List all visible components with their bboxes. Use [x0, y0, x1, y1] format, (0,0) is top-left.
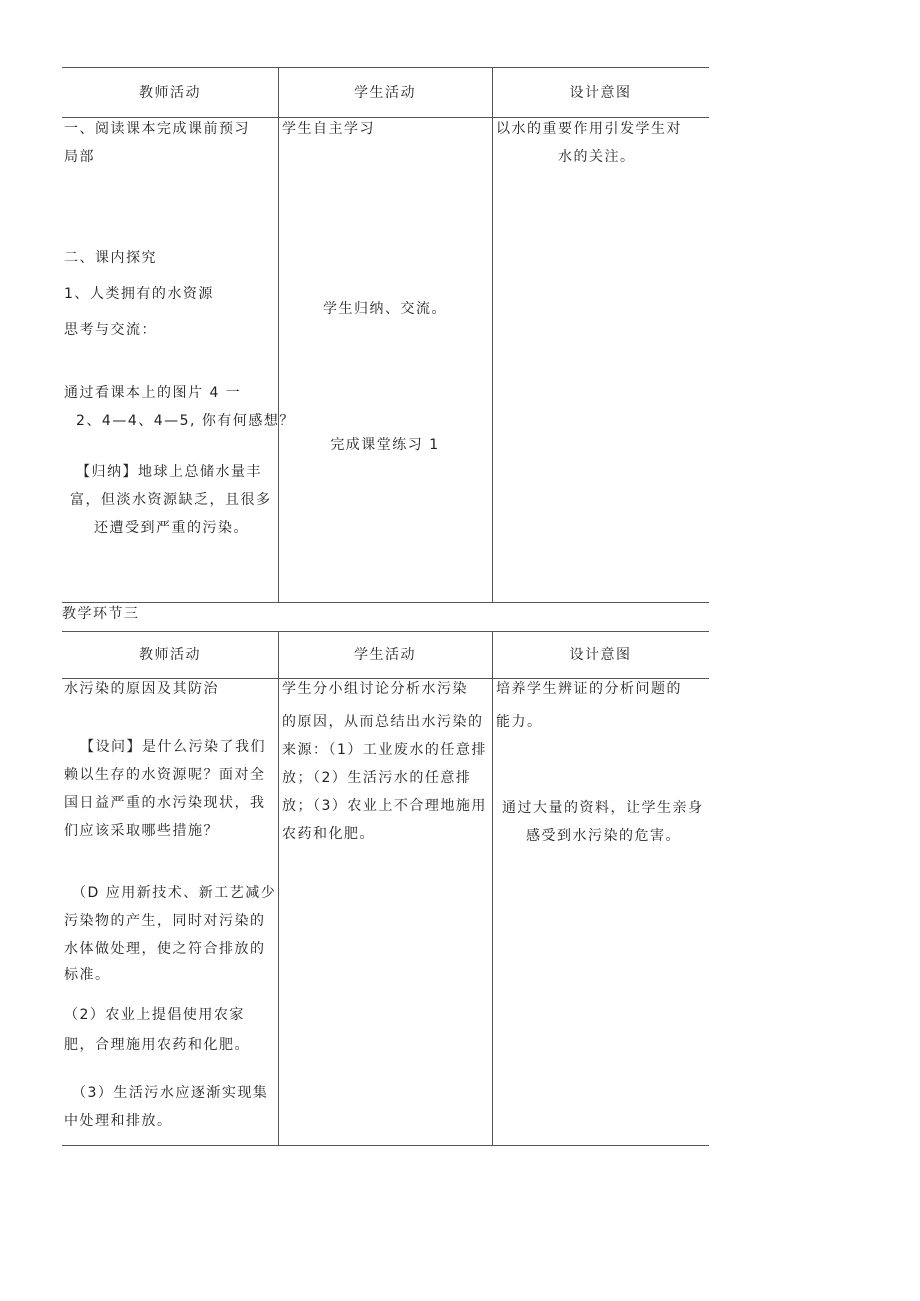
table2-teacher-line: 肥，合理施用农药和化肥。 — [64, 1037, 250, 1053]
table1-student-line: 学生自主学习 — [282, 121, 375, 137]
table1-teacher-line: 一、阅读课本完成课前预习 — [64, 121, 250, 137]
table1-top-border — [62, 67, 709, 68]
section-label: 教学环节三 — [62, 606, 140, 622]
table2-student-line: 学生分小组讨论分析水污染 — [282, 681, 468, 697]
table2-teacher-line: 水体做处理，使之符合排放的 — [64, 941, 266, 957]
table1-teacher-line: 还遭受到严重的污染。 — [94, 520, 249, 536]
table2-teacher-line: 赖以生存的水资源呢？面对全 — [64, 767, 266, 783]
table1-header-divider — [62, 117, 709, 118]
table2-header-student: 学生活动 — [354, 647, 416, 663]
table1-teacher-line: 2、4—4、4—5, 你有何感想？ — [76, 413, 295, 429]
table2-student-line: 放；（2）生活污水的任意排 — [282, 770, 472, 786]
table1-teacher-line: 局部 — [64, 149, 95, 165]
table1-header-intent: 设计意图 — [569, 85, 632, 101]
table1-teacher-line: 富，但淡水资源缺乏，且很多 — [70, 492, 272, 508]
table2-teacher-line: 们应该采取哪些措施？ — [64, 823, 219, 839]
table1-col-divider-1 — [278, 67, 279, 602]
table2-top-border — [62, 631, 709, 632]
table1-header-teacher: 教师活动 — [139, 85, 201, 101]
table2-teacher-line: 中处理和排放。 — [64, 1113, 173, 1129]
table1-bottom-border — [62, 602, 709, 603]
table2-intent-line: 能力。 — [496, 714, 543, 730]
table2-intent-line: 培养学生辨证的分析问题的 — [496, 681, 682, 697]
table2-student-line: 农药和化肥。 — [282, 826, 375, 842]
table2-teacher-line: 国日益严重的水污染现状，我 — [64, 795, 266, 811]
table1-teacher-line: 思考与交流： — [64, 322, 157, 338]
table1-intent-line: 以水的重要作用引发学生对 — [496, 121, 682, 137]
table1-student-line: 学生归纳、交流。 — [323, 301, 447, 317]
table2-intent-line: 通过大量的资料，让学生亲身 — [502, 800, 704, 816]
table1-header-student: 学生活动 — [354, 85, 416, 101]
table2-header-intent: 设计意图 — [569, 647, 632, 663]
table2-student-line: 来源：（1）工业废水的任意排 — [282, 742, 487, 758]
table2-intent-line: 感受到水污染的危害。 — [526, 828, 681, 844]
table2-teacher-line: （2）农业上提倡使用农家 — [64, 1007, 245, 1023]
table1-teacher-line: 通过看课本上的图片 4 一 — [64, 385, 242, 401]
table1-student-line: 完成课堂练习 1 — [330, 437, 440, 453]
table2-student-line: 的原因，从而总结出水污染的 — [282, 714, 484, 730]
table2-teacher-line: （3）生活污水应逐渐实现集 — [72, 1085, 269, 1101]
table1-col-divider-2 — [492, 67, 493, 602]
table2-col-divider-1 — [278, 631, 279, 1145]
table2-header-teacher: 教师活动 — [139, 647, 201, 663]
table2-bottom-border — [62, 1145, 709, 1146]
table2-col-divider-2 — [492, 631, 493, 1145]
table2-teacher-line: 【设问】是什么污染了我们 — [80, 739, 266, 755]
table1-teacher-line: 【归纳】地球上总储水量丰 — [76, 464, 262, 480]
table2-teacher-line: 污染物的产生，同时对污染的 — [64, 913, 266, 929]
table2-teacher-line: 水污染的原因及其防治 — [64, 681, 219, 697]
table2-teacher-line: （D 应用新技术、新工艺减少 — [72, 885, 277, 901]
table2-student-line: 放；（3）农业上不合理地施用 — [282, 798, 487, 814]
table2-teacher-line: 标准。 — [64, 967, 111, 983]
table1-intent-line: 水的关注。 — [558, 149, 636, 165]
table1-teacher-line: 二、课内探究 — [64, 250, 157, 266]
table1-teacher-line: 1、人类拥有的水资源 — [64, 286, 214, 302]
